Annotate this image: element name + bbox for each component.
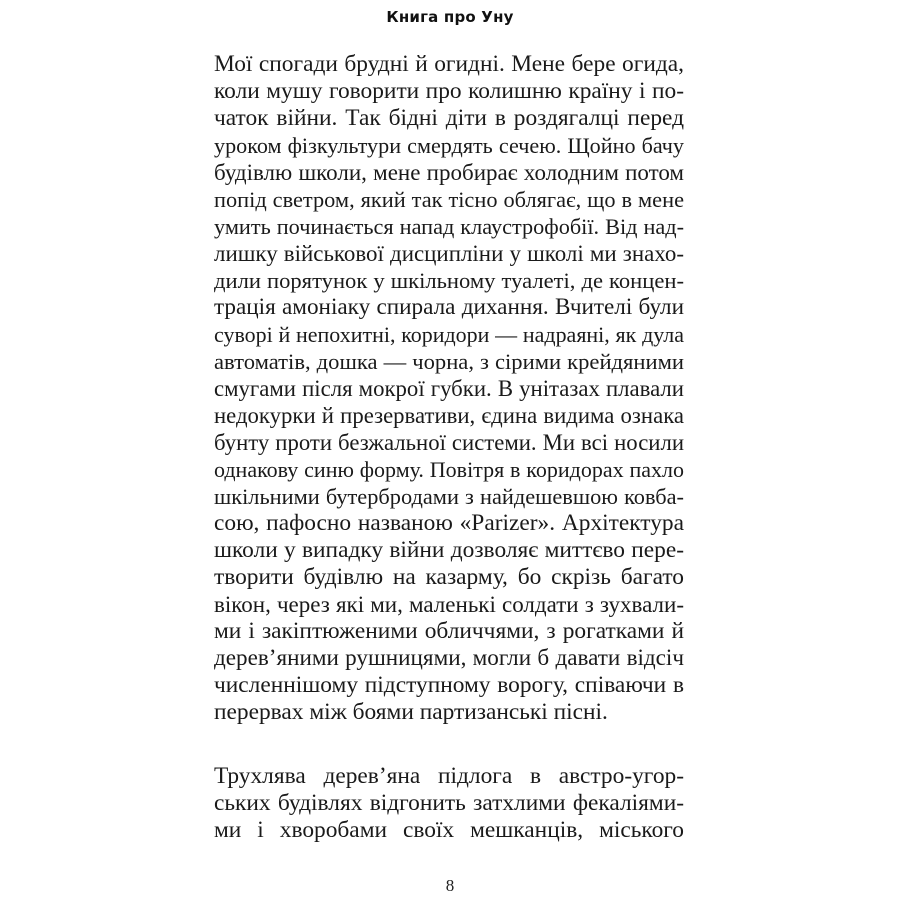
text-line: Трухлява дерев’яна підлога в австро-угор- bbox=[214, 763, 684, 789]
text-line: дерев’яними рушницями, могли б давати відсіч bbox=[214, 645, 684, 671]
text-line: шкільними бутербродами з найдешевшою ковба- bbox=[214, 484, 684, 509]
text-line: дили порятунок у шкільному туалеті, де концен- bbox=[214, 268, 684, 293]
text-line: сою, пафосно названою «Parizer». Архітектура bbox=[214, 510, 684, 536]
text-line: лишку військової дисципліни у школі ми знахо- bbox=[214, 241, 684, 266]
text-line: численнішому підступному ворогу, співаючи в bbox=[214, 672, 684, 698]
text-line: ми і хворобами своїх мешканців, міського bbox=[214, 817, 684, 843]
text-line: смугами після мокрої губки. В унітазах плавали bbox=[214, 376, 684, 401]
paragraph-2 bbox=[214, 763, 684, 844]
text-line: ми і закіптюженими обличчями, з рогатками й bbox=[214, 618, 684, 644]
text-line: будівлю школи, мене пробирає холодним потом bbox=[214, 159, 684, 185]
paragraph-1 bbox=[214, 51, 684, 726]
text-line: суворі й непохитні, коридори — надраяні, як дула bbox=[214, 322, 684, 347]
text-line: бунту проти безжальної системи. Ми всі носили bbox=[214, 430, 684, 455]
text-line: умить починається напад клаустрофобії. Від над- bbox=[214, 214, 684, 239]
text-line: школи у випадку війни дозволяє миттєво пере- bbox=[214, 537, 684, 563]
text-line: автоматів, дошка — чорна, з сірими крейдяними bbox=[214, 349, 684, 374]
page-number: 8 bbox=[445, 876, 455, 895]
text-line: трація амоніаку спирала дихання. Вчителі були bbox=[214, 294, 684, 320]
text-line: чаток війни. Так бідні діти в роздягалці перед bbox=[214, 105, 684, 131]
running-head-title: Книга про Уну bbox=[386, 8, 514, 26]
text-line: однакову синю форму. Повітря в коридорах пахло bbox=[214, 457, 684, 482]
text-line: творити будівлю на казарму, бо скрізь багато bbox=[214, 564, 684, 590]
text-line: уроком фізкультури смердять сечею. Щойно бачу bbox=[214, 133, 684, 158]
text-line: коли мушу говорити про колишню країну і по- bbox=[214, 78, 684, 104]
text-line: Мої спогади брудні й огидні. Мене бере огида, bbox=[214, 51, 684, 77]
text-line: ських будівлях відгонить затхлими фекаліями- bbox=[214, 790, 684, 816]
text-line: перервах між боями партизанські пісні. bbox=[214, 699, 608, 725]
text-line: вікон, через які ми, маленькі солдати з зухвали- bbox=[214, 591, 684, 617]
text-line: недокурки й презервативи, єдина видима ознака bbox=[214, 403, 684, 428]
text-line: попід светром, який так тісно облягає, що в мене bbox=[214, 187, 684, 212]
